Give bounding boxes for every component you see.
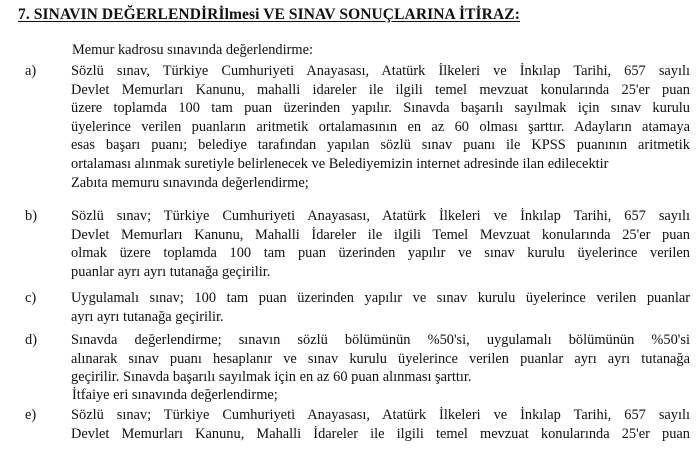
paragraph-line: geçirilir. Sınavda başarılı sayılmak için en az 60 puan alınması şarttır. (71, 369, 472, 386)
paragraph-line: esas başarı puanı; belediye tarafından yapılan sözlü sınav puanı ile KPSS puanının aritmetik (71, 137, 690, 154)
paragraph-line: Devlet Memurları Kanunu, Mahalli İdareler ile ilgili Temel Mevzuat konularında 25'er puan (71, 226, 690, 243)
list-marker: c) (25, 290, 37, 306)
paragraph-line: Uygulamalı sınav; 100 tam puan üzerinden yapılır ve sınav kurulu üyelerince verilen puanlar (71, 290, 690, 306)
paragraph-line: Zabıta memuru sınavında değerlendirme; (71, 174, 309, 191)
list-item-e (25, 406, 690, 443)
paragraph-line: Sözlü sınav; Türkiye Cumhuriyeti Anayasası, Atatürk İlkeleri ve İnkılap Tarihi, 657 sayılı (71, 208, 690, 224)
subsection-label: İtfaiye eri sınavında değerlendirme; (72, 387, 278, 403)
paragraph-line: Sözlü sınav; Türkiye Cumhuriyeti Anayasası, Atatürk İlkeleri ve İnkılap Tarihi, 657 sayılı (71, 407, 690, 423)
paragraph-line: üzere toplamda 100 tam puan üzerinden yapılır. Sınavda başarılı sayılmak için sınav kurulu (71, 100, 690, 117)
list-item-b (25, 207, 690, 281)
list-item-a (25, 62, 690, 192)
paragraph-line: ortalaması alınmak suretiyle belirlenecek ve Belediyemizin internet adresinde ilan edilecektir (71, 155, 609, 172)
paragraph-line: olmak üzere toplamda 100 tam puan üzerinden yapılır ve sınav kurulu üyelerince verilen (71, 245, 690, 262)
paragraph-line: ayrı ayrı tutanağa geçirilir. (71, 308, 224, 325)
paragraph-line: üyelerince verilen puanların aritmetik ortalamasının en az 60 olması şarttır. Adayların atamaya (71, 118, 690, 135)
list-marker: e) (25, 407, 37, 423)
list-item-d (25, 331, 690, 387)
list-item-c (25, 289, 690, 326)
paragraph-line: Sözlü sınav, Türkiye Cumhuriyeti Anayasası, Atatürk İlkeleri ve İnkılap Tarihi, 657 sayılı (71, 63, 690, 79)
paragraph-line: Devlet Memurları Kanunu, Mahalli İdareler ile ilgili temel mevzuat konularında 25'er puan (71, 425, 690, 442)
list-marker: b) (25, 208, 37, 224)
paragraph-line: puanlar ayrı ayrı tutanağa geçirilir. (71, 263, 271, 280)
paragraph-line: Devlet Memurları Kanunu, mahalli idareler ile ilgili temel mevzuat konularında 25'er puan (71, 81, 690, 98)
paragraph-line: alınarak sınav puanı hesaplanır ve sınav kurulu üyelerince verilen puanlar ayrı ayrı tutanağa (71, 350, 690, 367)
section-heading: 7. SINAVIN DEĞERLENDİRİlmesi VE SINAV SONUÇLARINA İTİRAZ: (18, 6, 520, 23)
list-marker: d) (25, 332, 37, 348)
list-marker: a) (25, 63, 37, 79)
paragraph-line: Sınavda değerlendirme; sınavın sözlü bölümünün %50'si, uygulamalı bölümünün %50'si (71, 332, 690, 348)
intro-text: Memur kadrosu sınavında değerlendirme: (72, 42, 313, 58)
